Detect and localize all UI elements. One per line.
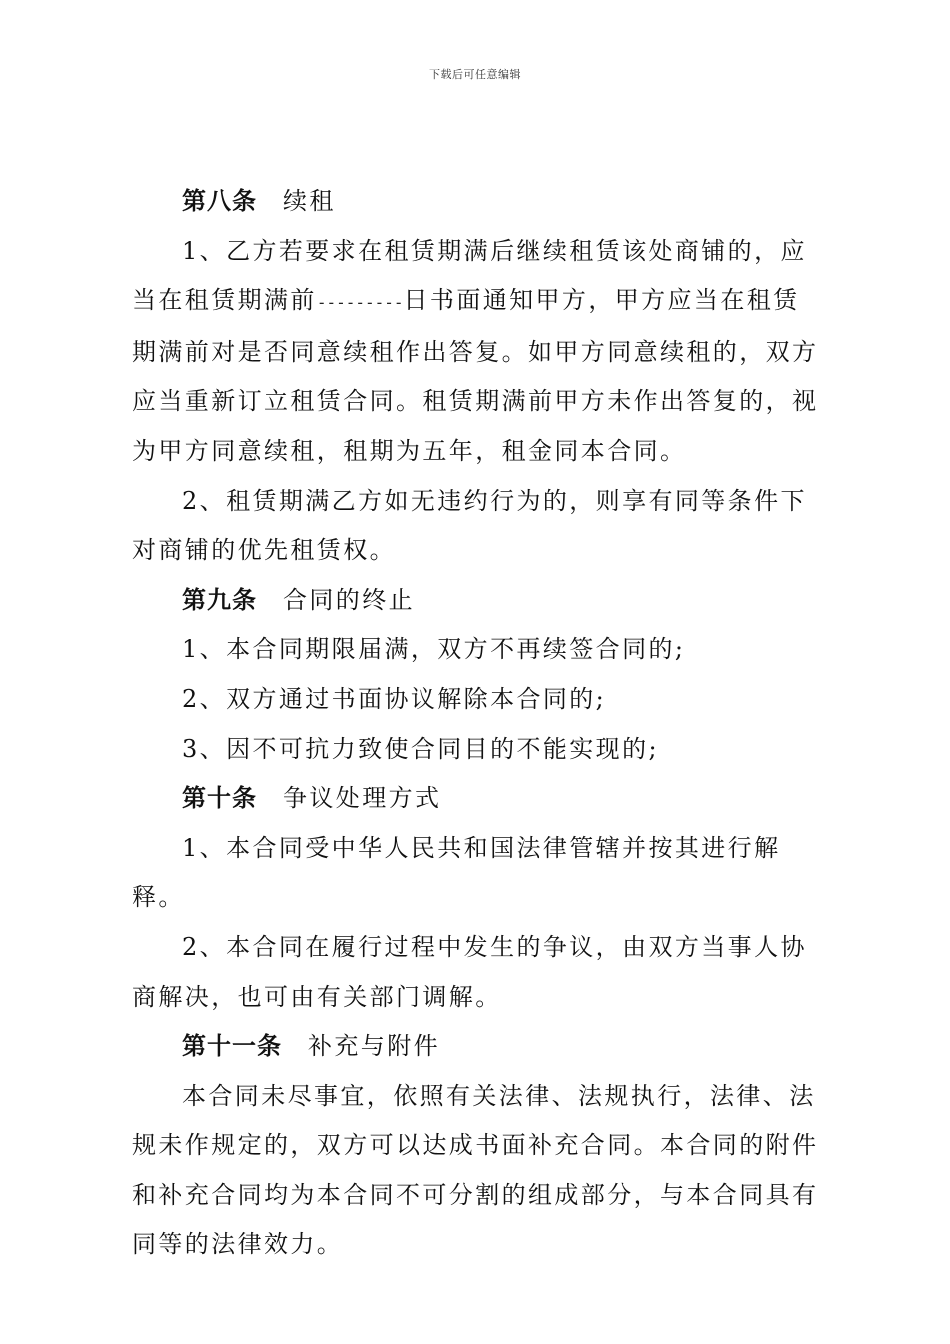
article-10-item-2: 2、本合同在履行过程中发生的争议，由双方当事人协商解决，也可由有关部门调解。	[132, 932, 807, 1011]
article-number: 第八条	[182, 187, 257, 215]
article-11-heading	[132, 1022, 822, 1072]
article-9-heading	[132, 576, 822, 626]
article-11-body: 本合同未尽事宜，依照有关法律、法规执行，法律、法规未作规定的，双方可以达成书面补充合同。本合同的附件和补充合同均为本合同不可分割的组成部分，与本合同具有同等的法律效力。	[132, 1081, 819, 1259]
article-10-item-1: 1、本合同受中华人民共和国法律管辖并按其进行解释。	[132, 833, 781, 912]
article-8-paragraph-1	[132, 227, 822, 477]
article-number: 第九条	[182, 585, 257, 614]
paragraph-text: 日书面通知甲方，甲方应当在租赁期满前对是否同意续租作出答复。如甲方同意续租的，双方应当重新订立租赁合同。租赁期满前甲方未作出答复的，视为甲方同意续租，租期为五年，租金同本合同。	[132, 286, 819, 465]
article-number: 第十条	[182, 784, 257, 813]
document-body	[132, 177, 822, 1270]
article-title: 争议处理方式	[283, 784, 442, 813]
paragraph-text: 1、乙方若要求在租赁期满后继续租赁该处商铺的，应当在租赁期满前	[132, 236, 807, 315]
fill-in-blank: ---------	[316, 293, 404, 313]
article-title: 续租	[283, 187, 336, 215]
article-title: 补充与附件	[308, 1032, 440, 1061]
article-8-heading	[132, 177, 822, 227]
article-number: 第十一条	[182, 1032, 282, 1061]
article-8-paragraph-2: 2、租赁期满乙方如无违约行为的，则享有同等条件下对商铺的优先租赁权。	[132, 486, 807, 565]
page-header: 下载后可任意编辑	[429, 68, 521, 81]
article-9-item-1: 1、本合同期限届满，双方不再续签合同的;	[182, 635, 686, 664]
article-9-item-2: 2、双方通过书面协议解除本合同的;	[182, 684, 607, 713]
article-9-item-3: 3、因不可抗力致使合同目的不能实现的;	[182, 734, 659, 763]
article-10-heading	[132, 774, 822, 824]
article-title: 合同的终止	[283, 585, 415, 614]
